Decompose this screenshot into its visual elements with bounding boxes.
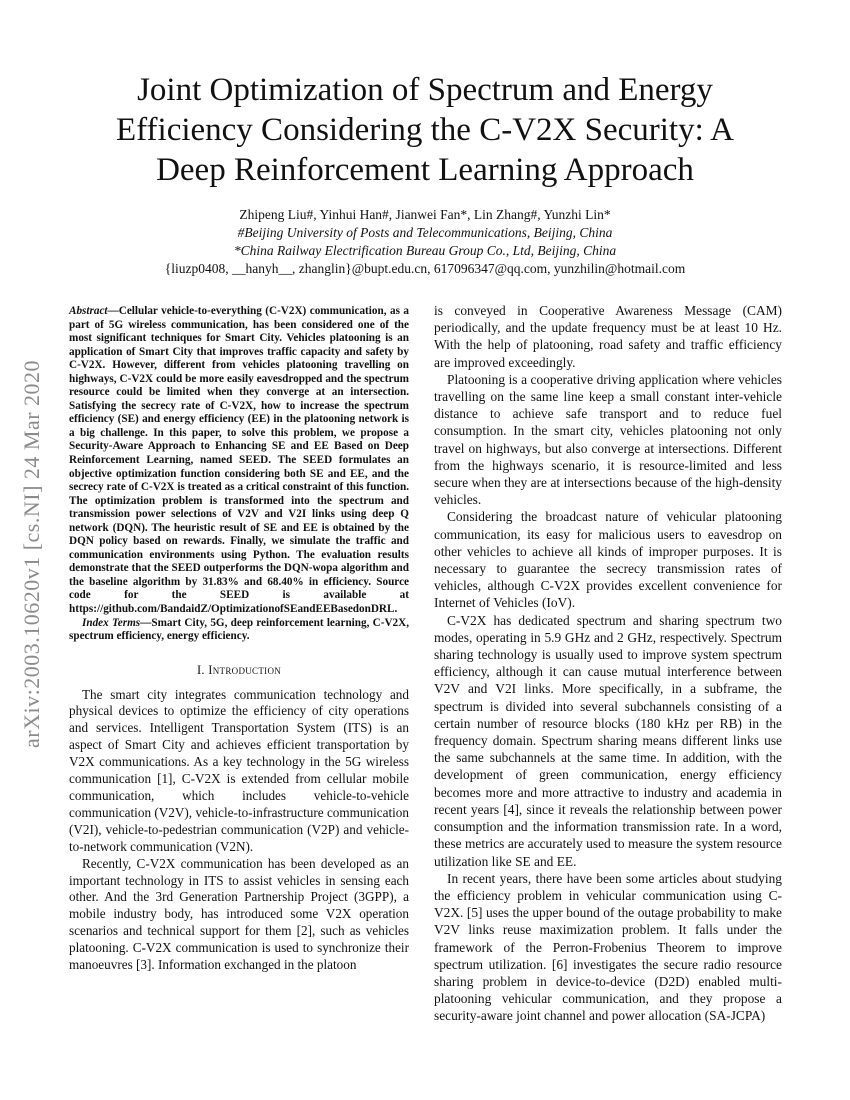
paper-title [60,70,790,190]
index-terms [69,617,409,644]
paragraph: Considering the broadcast nature of vehicular platooning communication, its easy for malicious users to eavesdrop on other vehicles to achieve all kinds of improper purposes. It is necessary to guarantee the secrecy transmission rates of vehicles, although C-V2X provides excellent convenience for Internet of Vehicles (IoV). [434,509,782,611]
arxiv-identifier: arXiv:2003.10620v1 [cs.NI] 24 Mar 2020 [19,359,44,748]
left-column [69,305,409,974]
title-line-3: Deep Reinforcement Learning Approach [156,152,694,188]
paragraph: Platooning is a cooperative driving application where vehicles travelling on the same line keep a small constant inter-vehicle distance to achieve safe transport and to reduce fuel consumption. In the smart city, vehicles platooning not only travel on highways, but also converge at intersections. Different from the highways scenario, it is resource-limited and less secure when they are at intersections because of the high-density vehicles. [434,371,782,508]
section-number: I. [196,662,205,677]
paragraph: In recent years, there have been some articles about studying the efficiency problem in vehicular communication using C-V2X. [5] uses the upper bound of the outage probability to make V2V links reuse maximization problem. It falls under the framework of the Perron-Frobenius Theorem to improve spectrum utilization. [6] investigates the secure radio resource sharing problem in device-to-device (D2D) enabled multi-platooning vehicular communication, and they propose a security-aware joint channel and power allocation (SA-JCPA) [434,870,782,1024]
right-column [434,302,782,1025]
paragraph: is conveyed in Cooperative Awareness Message (CAM) periodically, and the update frequency must be at least 10 Hz. With the help of platooning, road safety and traffic efficiency are improved exceedingly. [434,303,782,370]
author-block [60,206,790,278]
paragraph: C-V2X has dedicated spectrum and sharing spectrum two modes, operating in 5.9 GHz and 2 GHz, respectively. Spectrum sharing technology is usually used to improve system spectrum efficiency, although it can cause mutual interference between V2V and V2I links. More specifically, in a subframe, the spectrum is divided into several subchannels consisting of a certain number of resource blocks (180 kHz per RB) in the frequency domain. Spectrum sharing means different links use the same subchannels at the same time. In addition, with the development of green communication, energy efficiency becomes more and more attractive to industry and academia in recent years [4], since it reveals the relationship between power consumption and the information transmission rate. In a word, these metrics are accurately used to measure the system resource utilization like SE and EE. [434,612,782,869]
author-names: Zhipeng Liu#, Yinhui Han#, Jianwei Fan*, Lin Zhang#, Yunzhi Lin* [239,207,611,222]
paragraph: Recently, C-V2X communication has been developed as an important technology in ITS to assist vehicles in sensing each other. And the 3rd Generation Partnership Project (3GPP), a mobile industry body, has introduced some V2X operation scenarios and technical support for them [2], such as vehicles platooning. C-V2X communication is used to synchronize their manoeuvres [3]. Information exchanged in the platoon [69,855,409,973]
abstract-text: —Cellular vehicle-to-everything (C-V2X) communication, as a part of 5G wireless communication, has been considered one of the most significant techniques for Smart City. Vehicles platooning is an application of Smart City that improves traffic capacity and safety by C-V2X. However, different from vehicles platooning travelling on highways, C-V2X could be more easily eavesdropped and the spectrum resource could be limited when they converge at an intersection. Satisfying the secrecy rate of C-V2X, how to increase the spectrum efficiency (SE) and energy efficiency (EE) in the platooning network is a big challenge. In this paper, to solve this problem, we propose a Security-Aware Approach to Enhancing SE and EE Based on Deep Reinforcement Learning, named SEED. The SEED formulates an objective optimization function considering both SE and EE, and the secrecy rate of C-V2X is treated as a critical constraint of this function. The optimization problem is transformed into the spectrum and transmission power selections of V2V and V2I links using deep Q network (DQN). The heuristic result of SE and EE is obtained by the DQN policy based on rewards. Finally, we simulate the traffic and communication environments using Python. The evaluation results demonstrate that the SEED outperforms the DQN-wopa algorithm and the baseline algorithm by 31.83% and 68.40% in efficiency. Source code for the SEED is available at https://github.com/BandaidZ/OptimizationofSEandEEBasedonDRL. [69,305,409,616]
abstract [69,305,409,617]
title-line-1: Joint Optimization of Spectrum and Energy [137,72,713,108]
author-emails: {liuzp0408, __hanyh__, zhanglin}@bupt.edu.cn, 617096347@qq.com, yunzhilin@hotmail.com [164,261,686,276]
affiliation-1: #Beijing University of Posts and Telecommunications, Beijing, China [237,225,613,240]
paragraph: The smart city integrates communication technology and physical devices to optimize the efficiency of city operations and services. Intelligent Transportation System (ITS) is an aspect of Smart City and achieves efficient transportation by V2X communications. As a key technology in the 5G wireless communication [1], C-V2X is extended from cellular mobile communication, which includes vehicle-to-vehicle communication (V2V), vehicle-to-infrastructure communication (V2I), vehicle-to-pedestrian communication (V2P) and vehicle-to-network communication (V2N). [69,686,409,854]
abstract-label: Abstract [69,305,108,317]
affiliation-2: *China Railway Electrification Bureau Group Co., Ltd, Beijing, China [233,243,617,258]
section-title: Introduction [208,662,282,677]
section-heading [69,662,409,679]
index-terms-text: —Smart City, 5G, deep reinforcement learning, C-V2X, spectrum efficiency, energy efficiency. [69,616,409,643]
index-terms-label: Index Terms [82,616,141,629]
title-line-2: Efficiency Considering the C-V2X Security: A [115,112,735,148]
